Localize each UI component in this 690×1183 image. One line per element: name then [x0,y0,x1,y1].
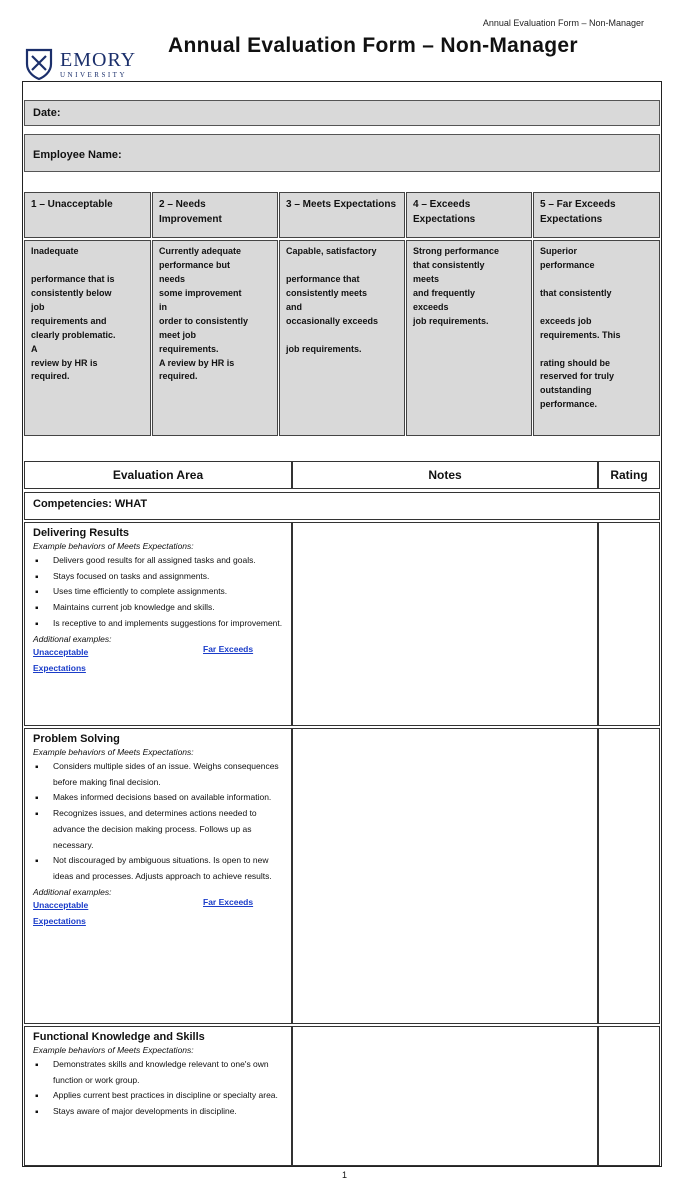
date-label: Date: [33,107,61,119]
rating-cell[interactable] [598,728,660,1024]
list-item: ▪ Applies current best practices in discipline or specialty area. [33,1088,283,1104]
unacceptable-link[interactable]: Unacceptable [33,646,89,657]
list-item: ▪ Demonstrates skills and knowledge relevant to one's own function or work group. [33,1057,283,1088]
rating-cell[interactable] [598,1026,660,1166]
rating-label-1: 1 – Unacceptable [24,192,151,238]
date-field[interactable] [24,100,660,126]
section-problem-solving [24,728,292,1024]
column-header-rating: Rating [598,461,660,489]
list-item: ▪ Stays aware of major developments in discipline. [33,1104,283,1120]
rating-description-2: Currently adequate performance but needs some improvement in order to consistently meet job requirements. A review by HR is required. [152,240,278,436]
list-item: ▪ Not discouraged by ambiguous situations. Is open to new ideas and processes. Adjusts approach to achieve results. [33,853,283,884]
list-item: ▪ Recognizes issues, and determines actions needed to advance the decision making process. Follows up as necessary. [33,806,283,853]
section-title: Problem Solving [33,733,120,745]
rating-description-5: Superior performance that consistently exceeds job requirements. This rating should be reserved for truly outstanding performance. [533,240,660,436]
unacceptable-link[interactable]: Unacceptable [33,899,89,910]
section-subtitle: Example behaviors of Meets Expectations: [33,1045,194,1055]
rating-description-4: Strong performance that consistently meets and frequently exceeds job requirements. [406,240,532,436]
list-item: ▪ Uses time efficiently to complete assignments. [33,584,283,600]
column-header-notes: Notes [292,461,598,489]
rating-description-1: Inadequate performance that is consistently below job requirements and clearly problematic. A review by HR is required. [24,240,151,436]
competencies-heading: Competencies: WHAT [24,492,660,520]
section-subtitle: Example behaviors of Meets Expectations: [33,541,194,551]
notes-cell[interactable] [292,522,598,726]
expectations-link[interactable]: Expectations [33,915,86,926]
rating-cell[interactable] [598,522,660,726]
rating-label-5: 5 – Far Exceeds Expectations [533,192,660,238]
employee-name-label: Employee Name: [33,149,122,161]
rating-description-3: Capable, satisfactory performance that consistently meets and occasionally exceeds job requirements. [279,240,405,436]
notes-cell[interactable] [292,728,598,1024]
far-exceeds-link[interactable]: Far Exceeds [203,896,254,907]
rating-label-4: 4 – Exceeds Expectations [406,192,532,238]
section-functional-knowledge [24,1026,292,1166]
page-number: 1 [342,1170,348,1180]
employee-name-field[interactable] [24,134,660,172]
shield-icon [24,47,54,81]
page-title: Annual Evaluation Form – Non-Manager [168,34,578,57]
behavior-list [33,553,283,632]
section-title: Functional Knowledge and Skills [33,1031,205,1043]
section-subtitle: Example behaviors of Meets Expectations: [33,747,194,757]
notes-cell[interactable] [292,1026,598,1166]
section-delivering-results [24,522,292,726]
logo-text: EMORY [60,48,137,71]
list-item: ▪ Delivers good results for all assigned tasks and goals. [33,553,283,569]
emory-logo [24,47,136,81]
list-item: ▪ Maintains current job knowledge and skills. [33,600,283,616]
expectations-link[interactable]: Expectations [33,662,86,673]
behavior-list [33,759,283,885]
section-title: Delivering Results [33,527,129,539]
list-item: ▪ Stays focused on tasks and assignments. [33,569,283,585]
list-item: ▪ Makes informed decisions based on available information. [33,790,283,806]
additional-examples-label: Additional examples: [33,633,112,644]
list-item: ▪ Considers multiple sides of an issue. Weighs consequences before making final decision. [33,759,283,790]
list-item: ▪ Is receptive to and implements suggestions for improvement. [33,616,283,632]
additional-examples-label: Additional examples: [33,886,112,897]
behavior-list [33,1057,283,1120]
far-exceeds-link[interactable]: Far Exceeds [203,643,254,654]
column-header-evaluation-area: Evaluation Area [24,461,292,489]
rating-label-3: 3 – Meets Expectations [279,192,405,238]
logo-subtext: UNIVERSITY [60,70,127,79]
running-header: Annual Evaluation Form – Non-Manager [482,18,644,28]
rating-label-2: 2 – Needs Improvement [152,192,278,238]
